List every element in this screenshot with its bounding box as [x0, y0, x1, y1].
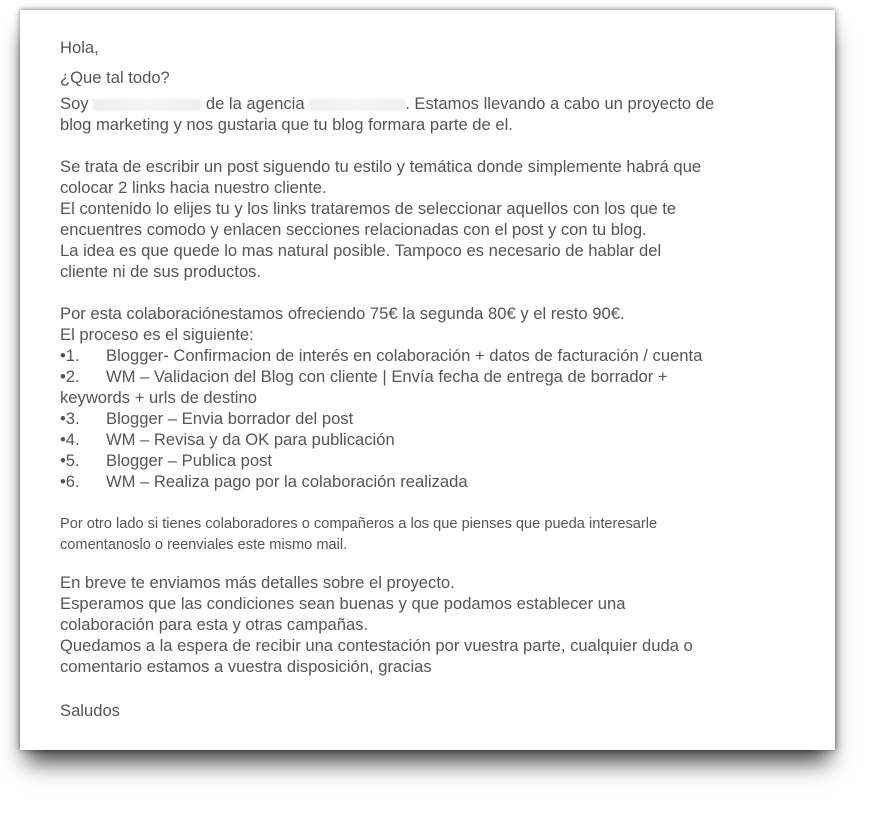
greeting: Hola,	[60, 38, 99, 57]
step-item: •6. WM – Realiza pago por la colaboración realizada	[60, 472, 468, 491]
paragraph-line: Por otro lado si tienes colaboradores o compañeros a los que pienses que pueda interesarle	[60, 516, 658, 532]
paragraph-line: En breve te enviamos más detalles sobre el proyecto.	[60, 573, 455, 592]
step-item: •2. WM – Validacion del Blog con cliente | Envía fecha de entrega de borrador +	[60, 367, 668, 386]
intro-rest: . Estamos llevando a cabo un proyecto de	[405, 94, 715, 113]
paragraph-line: Esperamos que las condiciones sean buenas y que podamos establecer una	[60, 594, 626, 613]
paragraph-line: Se trata de escribir un post siguendo tu estilo y temática donde simplemente habrá que	[60, 157, 702, 176]
paragraph-line: Por esta colaboraciónestamos ofreciendo 75€ la segunda 80€ y el resto 90€.	[60, 304, 625, 323]
intro-line-2: blog marketing y nos gustaria que tu blog formara parte de el.	[60, 115, 513, 134]
step-item: •3. Blogger – Envia borrador del post	[60, 409, 354, 428]
paragraph-line: colocar 2 links hacia nuestro cliente.	[60, 178, 327, 197]
paragraph-line: La idea es que quede lo mas natural posible. Tampoco es necesario de hablar del	[60, 241, 662, 260]
paragraph-line: Quedamos a la espera de recibir una contestación por vuestra parte, cualquier duda o	[60, 636, 693, 655]
paragraph-line: El proceso es el siguiente:	[60, 325, 254, 344]
question: ¿Que tal todo?	[60, 68, 170, 87]
step-item: •4. WM – Revisa y da OK para publicación	[60, 430, 395, 449]
paragraph-line: colaboración para esta y otras campañas.	[60, 615, 369, 634]
step-item: •5. Blogger – Publica post	[60, 451, 273, 470]
redacted-agency	[309, 99, 405, 111]
paragraph-line: El contenido lo elijes tu y los links trataremos de seleccionar aquellos con los que te	[60, 199, 677, 218]
step-item: •1. Blogger- Confirmacion de interés en colaboración + datos de facturación / cuenta	[60, 346, 703, 365]
paragraph-line: cliente ni de sus productos.	[60, 262, 262, 281]
intro-line-1	[60, 94, 714, 114]
closing: Saludos	[60, 701, 120, 720]
intro-agencia: de la agencia	[205, 94, 305, 113]
intro-soy: Soy	[60, 94, 89, 113]
paragraph-line: comentanoslo o reenviales este mismo mail.	[60, 537, 348, 553]
step-item-continued: keywords + urls de destino	[60, 388, 257, 407]
paragraph-line: encuentres comodo y enlacen secciones relacionadas con el post y con tu blog.	[60, 220, 647, 239]
paragraph-line: comentario estamos a vuestra disposición, gracias	[60, 657, 432, 676]
redacted-name	[93, 99, 201, 111]
